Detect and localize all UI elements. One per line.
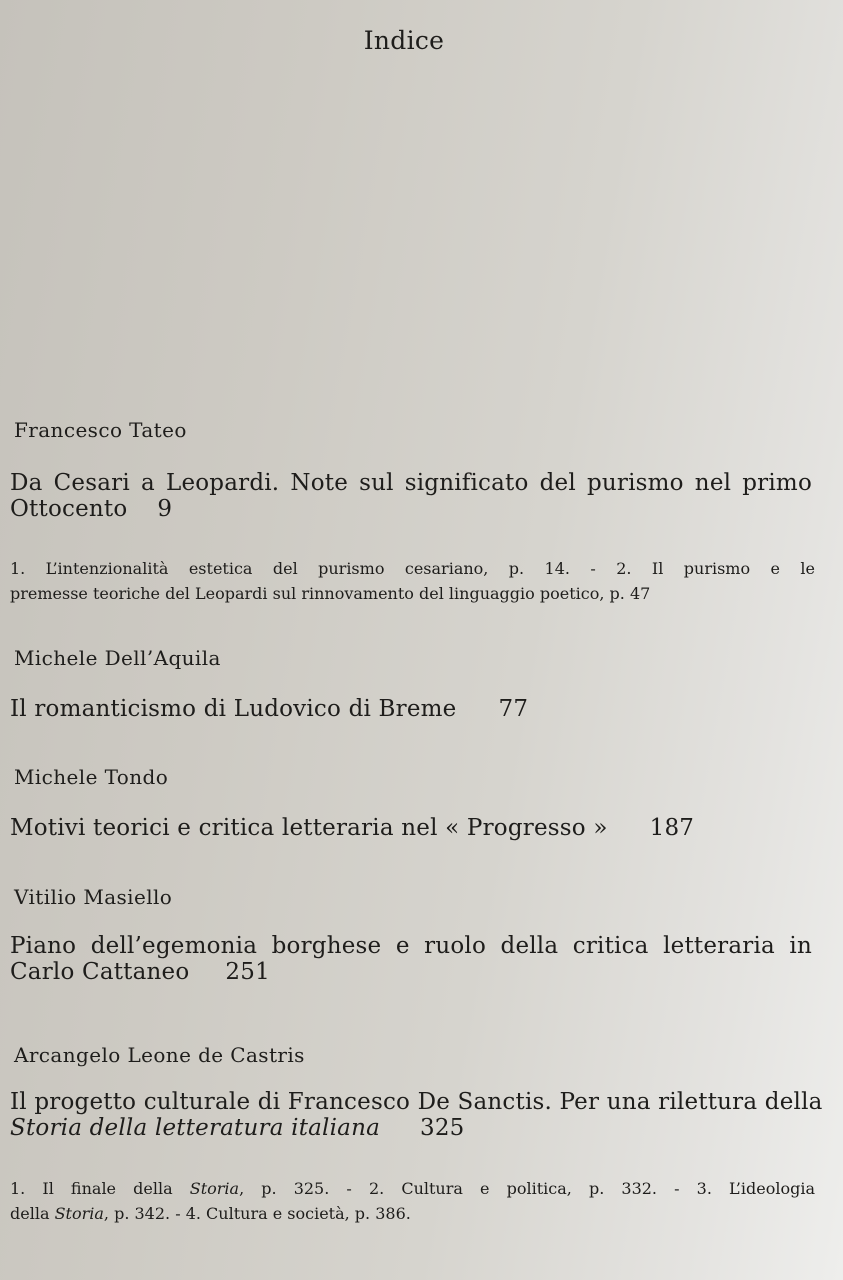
entry-page-number: 187: [649, 815, 695, 841]
entry-page-number: 325: [420, 1115, 465, 1141]
entry-title: [10, 470, 812, 522]
entry-title-line: [10, 496, 812, 522]
entry-author: Arcangelo Leone de Castris: [14, 1043, 305, 1067]
subsection-italic: Storia: [54, 1204, 104, 1223]
entry-title-line: Il progetto culturale di Francesco De Sanctis. Per una rilettura della: [10, 1089, 823, 1115]
subsection-line: [10, 1176, 815, 1201]
entry-title-text: Ottocento: [10, 496, 128, 522]
entry-title: [10, 933, 812, 985]
entry-title-text: Il romanticismo di Ludovico di Breme: [10, 696, 457, 722]
page-title: Indice: [363, 26, 445, 55]
entry-author: Michele Tondo: [14, 765, 169, 789]
entry-author: Vitilio Masiello: [14, 885, 173, 909]
entry-title: [10, 815, 812, 841]
entry-title: [10, 696, 812, 722]
subsection-text: della: [10, 1204, 50, 1223]
subsection-text: 1. Il finale della: [10, 1179, 173, 1198]
entry-title-text: Carlo Cattaneo: [10, 959, 190, 985]
entry-title-line: Piano dell’egemonia borghese e ruolo della critica letteraria in: [10, 933, 812, 959]
entry-page-number: 77: [498, 696, 529, 722]
entry-title: [10, 1089, 823, 1141]
entry-subsections: [10, 1176, 815, 1226]
entry-title-text: Motivi teorici e critica letteraria nel « Progresso »: [10, 815, 608, 841]
entry-subsections: [10, 556, 815, 606]
entry-author: Francesco Tateo: [14, 418, 187, 442]
subsection-text: , p. 325. - 2. Cultura e politica, p. 332. - 3. L’ideologia: [239, 1179, 815, 1198]
entry-title-line: [10, 959, 812, 985]
entry-title-line: [10, 696, 812, 722]
entry-title-line: Da Cesari a Leopardi. Note sul significato del purismo nel primo: [10, 470, 812, 496]
entry-title-line: [10, 1115, 812, 1141]
subsection-text: , p. 342. - 4. Cultura e società, p. 386.: [103, 1204, 411, 1223]
entry-author: Michele Dell’Aquila: [14, 646, 221, 670]
subsection-italic: Storia: [189, 1179, 240, 1198]
subsection-line: 1. L’intenzionalità estetica del purismo cesariano, p. 14. - 2. Il purismo e le: [10, 559, 815, 578]
entry-title-line: [10, 815, 812, 841]
entry-page-number: 251: [225, 959, 270, 985]
entry-title-italic: Storia della letteratura italiana: [10, 1115, 380, 1141]
entry-page-number: 9: [157, 496, 173, 522]
subsection-line: [10, 1201, 815, 1226]
subsection-line: premesse teoriche del Leopardi sul rinnovamento del linguaggio poetico, p. 47: [10, 584, 651, 603]
